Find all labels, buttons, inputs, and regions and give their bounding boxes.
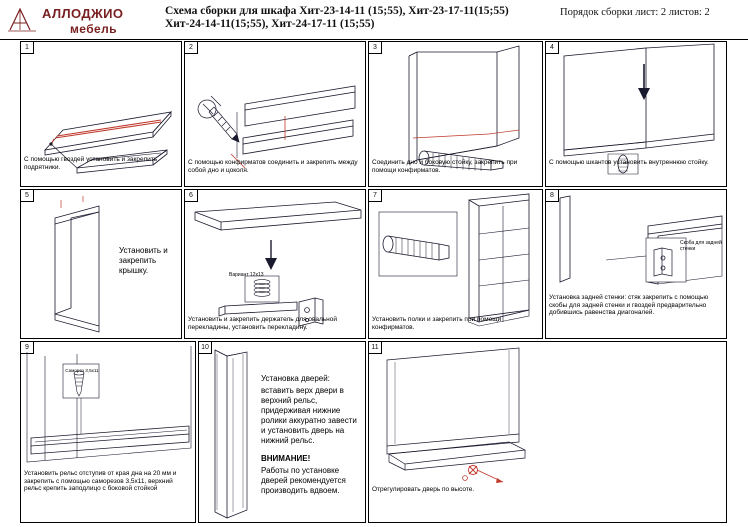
step-10-panel xyxy=(198,341,366,523)
step-8-part-label: Скоба для задней стенки xyxy=(680,240,722,252)
step-6-part-label: Вариант 12х13 xyxy=(229,272,264,278)
brand-name: АЛЛОДЖИО xyxy=(42,6,124,21)
step-2-caption: С помощью конфирматов соединить и закрепить между собой дно и цоколя. xyxy=(188,159,358,174)
step-1-number: 1 xyxy=(21,42,34,54)
step-3-caption: Соединить дно и боковую стойку, закрепить при помощи конфирматов. xyxy=(372,159,518,174)
step-4-caption: С помощью шкантов установить внутреннюю стойку. xyxy=(549,159,709,166)
header-divider xyxy=(0,39,748,40)
brand-subtitle: мебель xyxy=(70,22,117,36)
brand-logo xyxy=(8,4,158,38)
step-11-caption: Отрегулировать дверь по высоте. xyxy=(372,486,475,493)
step-9-number: 9 xyxy=(21,342,34,354)
step-4-number: 4 xyxy=(546,42,559,54)
step-7-panel xyxy=(368,189,543,339)
step-8-number: 8 xyxy=(546,190,559,202)
step-9-panel xyxy=(20,341,196,523)
step-10-number: 10 xyxy=(199,342,212,354)
step-10-caption: вставить верх двери в верхний рельс, придерживая нижние ролики аккуратно завести и установить дверь на нижний рельс. xyxy=(261,386,357,445)
step-3-panel xyxy=(368,41,543,187)
step-11-panel xyxy=(368,341,727,523)
step-6-caption: Установить и закрепить держатель для овальной перекладины, установить перекладину. xyxy=(188,316,338,331)
step-6-panel xyxy=(184,189,366,339)
step-5-caption: Установить и закрепить крышку. xyxy=(119,246,168,275)
step-9-illustration xyxy=(21,342,195,522)
step-8-caption: Установка задней стенки: стяк закрепить с помощью скобы для задней стенки и гвоздей предварительно добившись равенства диагоналей. xyxy=(549,294,709,317)
step-3-number: 3 xyxy=(369,42,382,54)
step-1-panel xyxy=(20,41,182,187)
sheet-info: Порядок сборки лист: 2 листов: 2 xyxy=(560,7,710,18)
step-7-number: 7 xyxy=(369,190,382,202)
step-10-caption-title: Установка дверей: xyxy=(261,374,330,383)
step-9-caption: Установить рельс отступив от края дна на 20 мм и закрепить с помощью саморезов 3,5х11, верхний рельс крепить заподлицо с боковой стойкой xyxy=(24,470,177,493)
step-10-warning-title: ВНИМАНИЕ! xyxy=(261,454,311,463)
step-11-number: 11 xyxy=(369,342,382,354)
logo-monogram-icon xyxy=(8,6,38,32)
step-5-panel xyxy=(20,189,182,339)
page-title xyxy=(165,5,555,31)
step-8-panel xyxy=(545,189,727,339)
page-title-line1: Схема сборки для шкафа Хит-23-14-11 (15;55), Хит-23-17-11(15;55) xyxy=(165,5,509,17)
step-2-panel xyxy=(184,41,366,187)
page-title-line2: Хит-24-14-11(15;55), Хит-24-17-11 (15;55) xyxy=(165,18,375,30)
step-6-number: 6 xyxy=(185,190,198,202)
step-4-panel xyxy=(545,41,727,187)
step-11-illustration xyxy=(369,342,726,522)
step-2-number: 2 xyxy=(185,42,198,54)
step-5-number: 5 xyxy=(21,190,34,202)
step-7-caption: Установить полки и закрепить при помощи конфирматов. xyxy=(372,316,502,331)
step-10-warning: Работы по установке дверей рекомендуется производить вдвоем. xyxy=(261,466,346,495)
step-1-caption: С помощью гвоздей установить и закрепить подрятники. xyxy=(24,156,158,171)
page-header xyxy=(0,0,748,40)
step-9-part-label: Саморез 3,5х11 xyxy=(65,368,99,373)
